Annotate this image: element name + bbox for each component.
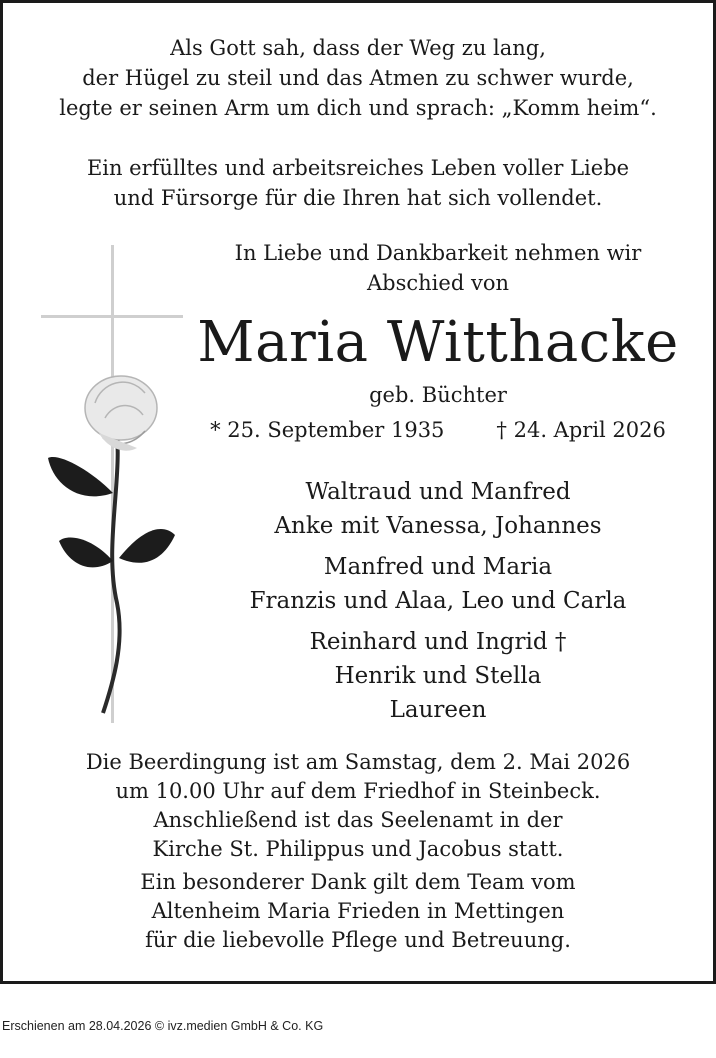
birth-date: * 25. September 1935	[210, 418, 445, 442]
thanks-note	[3, 868, 713, 955]
thanks-line: für die liebevolle Pflege und Betreuung.	[145, 928, 571, 952]
verse-line: der Hügel zu steil und das Atmen zu schwer wurde,	[82, 66, 634, 90]
thanks-line: Ein besonderer Dank gilt dem Team vom	[140, 870, 576, 894]
family-line: Reinhard und Ingrid †	[309, 629, 567, 655]
funeral-notice	[3, 748, 713, 864]
family-line: Laureen	[389, 697, 487, 723]
family-line: Anke mit Vanessa, Johannes	[274, 513, 602, 539]
verse-line: Als Gott sah, dass der Weg zu lang,	[170, 36, 546, 60]
funeral-line: um 10.00 Uhr auf dem Friedhof in Steinbeck.	[115, 779, 601, 803]
cross-with-rose-icon	[33, 243, 183, 723]
family-line: Franzis und Alaa, Leo und Carla	[249, 588, 627, 614]
funeral-line: Anschließend ist das Seelenamt in der	[153, 808, 563, 832]
maiden-name: geb. Büchter	[369, 383, 507, 407]
family-group	[193, 550, 683, 618]
opening-verse	[3, 33, 713, 123]
deceased-name: Maria Witthacke	[197, 310, 679, 375]
death-date: † 24. April 2026	[496, 418, 666, 442]
publication-credit: Erschienen am 28.04.2026 © ivz.medien GmbH & Co. KG	[2, 1019, 324, 1033]
family-line: Waltraud und Manfred	[305, 479, 571, 505]
life-line: Ein erfülltes und arbeitsreiches Leben voller Liebe	[86, 156, 630, 180]
farewell-intro	[193, 238, 683, 298]
thanks-line: Altenheim Maria Frieden in Mettingen	[151, 899, 565, 923]
life-statement	[3, 153, 713, 213]
life-line: und Fürsorge für die Ihren hat sich vollendet.	[113, 186, 603, 210]
intro-line: In Liebe und Dankbarkeit nehmen wir	[234, 241, 642, 265]
family-line: Henrik und Stella	[334, 663, 542, 689]
family-group	[193, 625, 683, 727]
family-group	[193, 475, 683, 543]
verse-line: legte er seinen Arm um dich und sprach: „Komm heim“.	[59, 96, 657, 120]
funeral-line: Die Beerdingung ist am Samstag, dem 2. Mai 2026	[85, 750, 631, 774]
intro-line: Abschied von	[367, 271, 509, 295]
family-line: Manfred und Maria	[323, 554, 553, 580]
life-dates	[193, 415, 683, 445]
funeral-line: Kirche St. Philippus und Jacobus statt.	[152, 837, 564, 861]
